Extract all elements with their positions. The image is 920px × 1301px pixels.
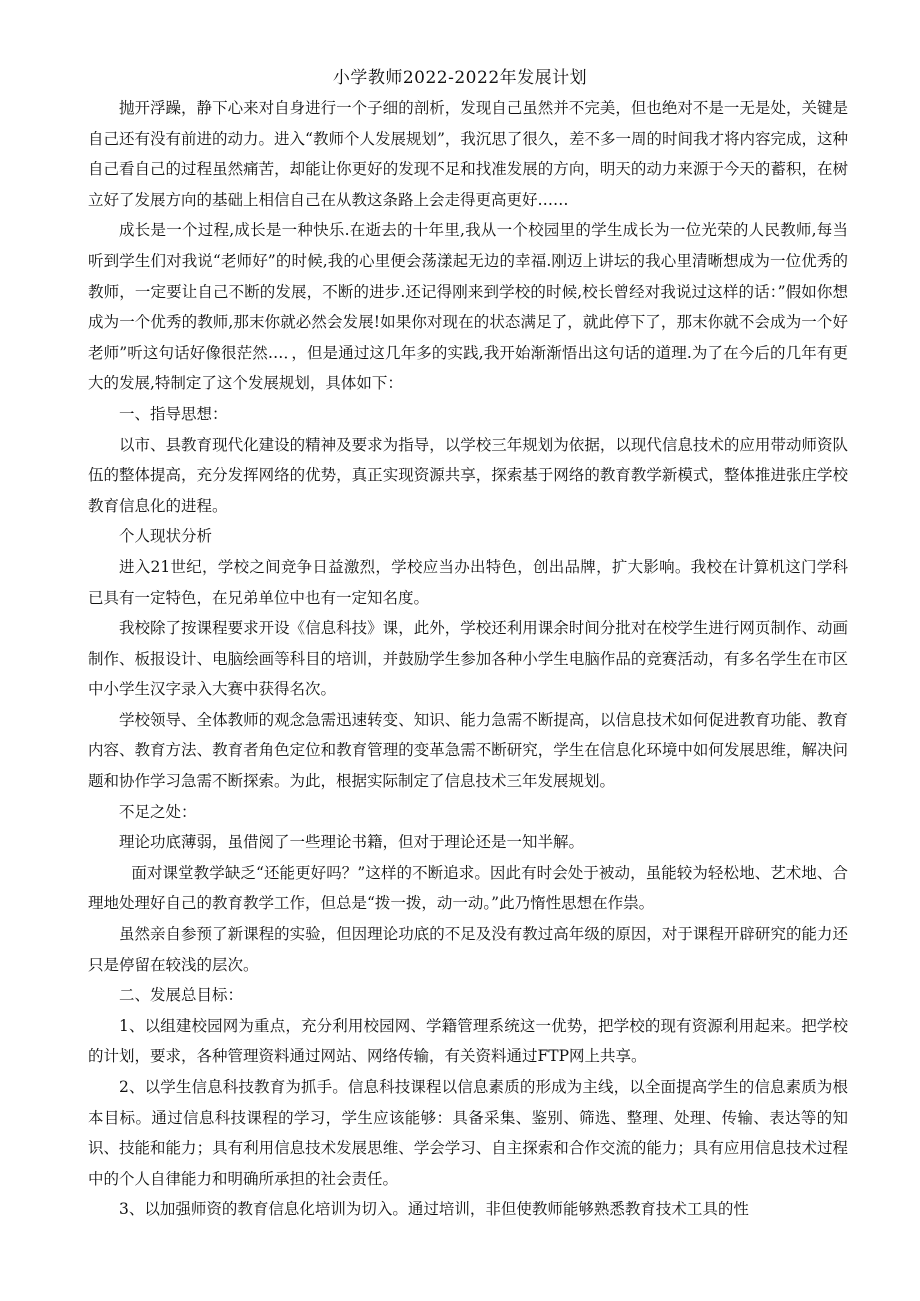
goal-2-paragraph: 2、以学生信息科技教育为抓手。信息科技课程以信息素质的形成为主线，以全面提高学生的信息素质为根本目标。通过信息科技课程的学习，学生应该能够：具备采集、鉴别、筛选、整理、处理、传输、表达等的知识、技能和能力；具有利用信息技术发展思维、学会学习、自主探索和合作交流的能力；具有应用信息技术过程中的个人自律能力和明确所承担的社会责任。 (88, 1078, 848, 1188)
document-title: 小学教师2022-2022年发展计划 (332, 68, 588, 88)
document-body (88, 93, 848, 1225)
intro-paragraph: 抛开浮躁，静下心来对自身进行一个子细的剖析，发现自己虽然并不完美，但也绝对不是一无是处，关键是自己还有没有前进的动力。进入“教师个人发展规划”，我沉思了很久，差不多一周的时间我才将内容完成，这种自己看自己的过程虽然痛苦，却能让你更好的发现不足和找准发展的方向，明天的动力来源于今天的蓄积，在树立好了发展方向的基础上相信自己在从教这条路上会走得更高更好…… (88, 99, 848, 209)
section1-heading: 一、指导思想： (119, 404, 228, 423)
growth-paragraph: 成长是一个过程,成长是一种快乐.在逝去的十年里,我从一个校园里的学生成长为一位光荣的人民教师,每当听到学生们对我说“老师好”的时候,我的心里便会荡漾起无边的幸福.刚迈上讲坛的我心里清晰想成为一位优秀的教师，一定要让自己不断的发展，不断的进步.还记得刚来到学校的时候,校长曾经对我说过这样的话：”假如你想成为一个优秀的教师,那末你就必然会发展!如果你对现在的状态满足了，就此停下了，那末你就不会成为一个好老师”听这句话好像很茫然…．，但是通过这几年多的实践,我开始渐渐悟出这句话的道理.为了在今后的几年有更大的发展,特制定了这个发展规划，具体如下： (88, 221, 848, 393)
shortcomings-heading: 不足之处： (119, 802, 197, 821)
guiding-thought-paragraph: 以市、县教育现代化建设的精神及要求为指导，以学校三年规划为依据，以现代信息技术的应用带动师资队伍的整体提高，充分发挥网络的优势，真正实现资源共享，探索基于网络的教育教学新模式，整体推进张庄学校教育信息化的进程。 (88, 435, 848, 515)
section2-heading: 二、发展总目标： (119, 986, 244, 1005)
goal-3-paragraph: 3、以加强师资的教育信息化培训为切入。通过培训，非但使教师能够熟悉教育技术工具的性 (119, 1200, 749, 1219)
shortcomings-paragraph-1: 理论功底薄弱，虽借阅了一些理论书籍，但对于理论还是一知半解。 (119, 833, 585, 852)
status-paragraph-1: 进入21世纪，学校之间竞争日益激烈，学校应当办出特色，创出品牌，扩大影响。我校在计算机这门学科已具有一定特色，在兄弟单位中也有一定知名度。 (88, 557, 848, 607)
goal-1-paragraph: 1、以组建校园网为重点，充分利用校园网、学籍管理系统这一优势，把学校的现有资源利用起来。把学校的计划，要求，各种管理资料通过网站、网络传输，有关资料通过FTP网上共享。 (88, 1016, 848, 1066)
status-paragraph-3: 学校领导、全体教师的观念急需迅速转变、知识、能力急需不断提高，以信息技术如何促进教育功能、教育内容、教育方法、教育者角色定位和教育管理的变革急需不断研究，学生在信息化环境中如何发展思维，解决问题和协作学习急需不断探索。为此，根据实际制定了信息技术三年发展规划。 (88, 710, 848, 791)
shortcomings-paragraph-3: 虽然亲自参预了新课程的实验，但因理论功底的不足及没有教过高年级的原因，对于课程开辟研究的能力还只是停留在较浅的层次。 (88, 925, 848, 974)
status-analysis-heading: 个人现状分析 (119, 527, 213, 546)
shortcomings-paragraph-2: 面对课堂教学缺乏“还能更好吗？”这样的不断追求。因此有时会处于被动，虽能较为轻松地、艺术地、合理地处理好自己的教育教学工作，但总是“拨一拨，动一动。”此乃惰性思想在作祟。 (88, 863, 848, 913)
status-paragraph-2: 我校除了按课程要求开设《信息科技》课，此外，学校还利用课余时间分批对在校学生进行网页制作、动画制作、板报设计、电脑绘画等科目的培训，并鼓励学生参加各种小学生电脑作品的竞赛活动，有多名学生在市区中小学生汉字录入大赛中获得名次。 (88, 619, 848, 699)
